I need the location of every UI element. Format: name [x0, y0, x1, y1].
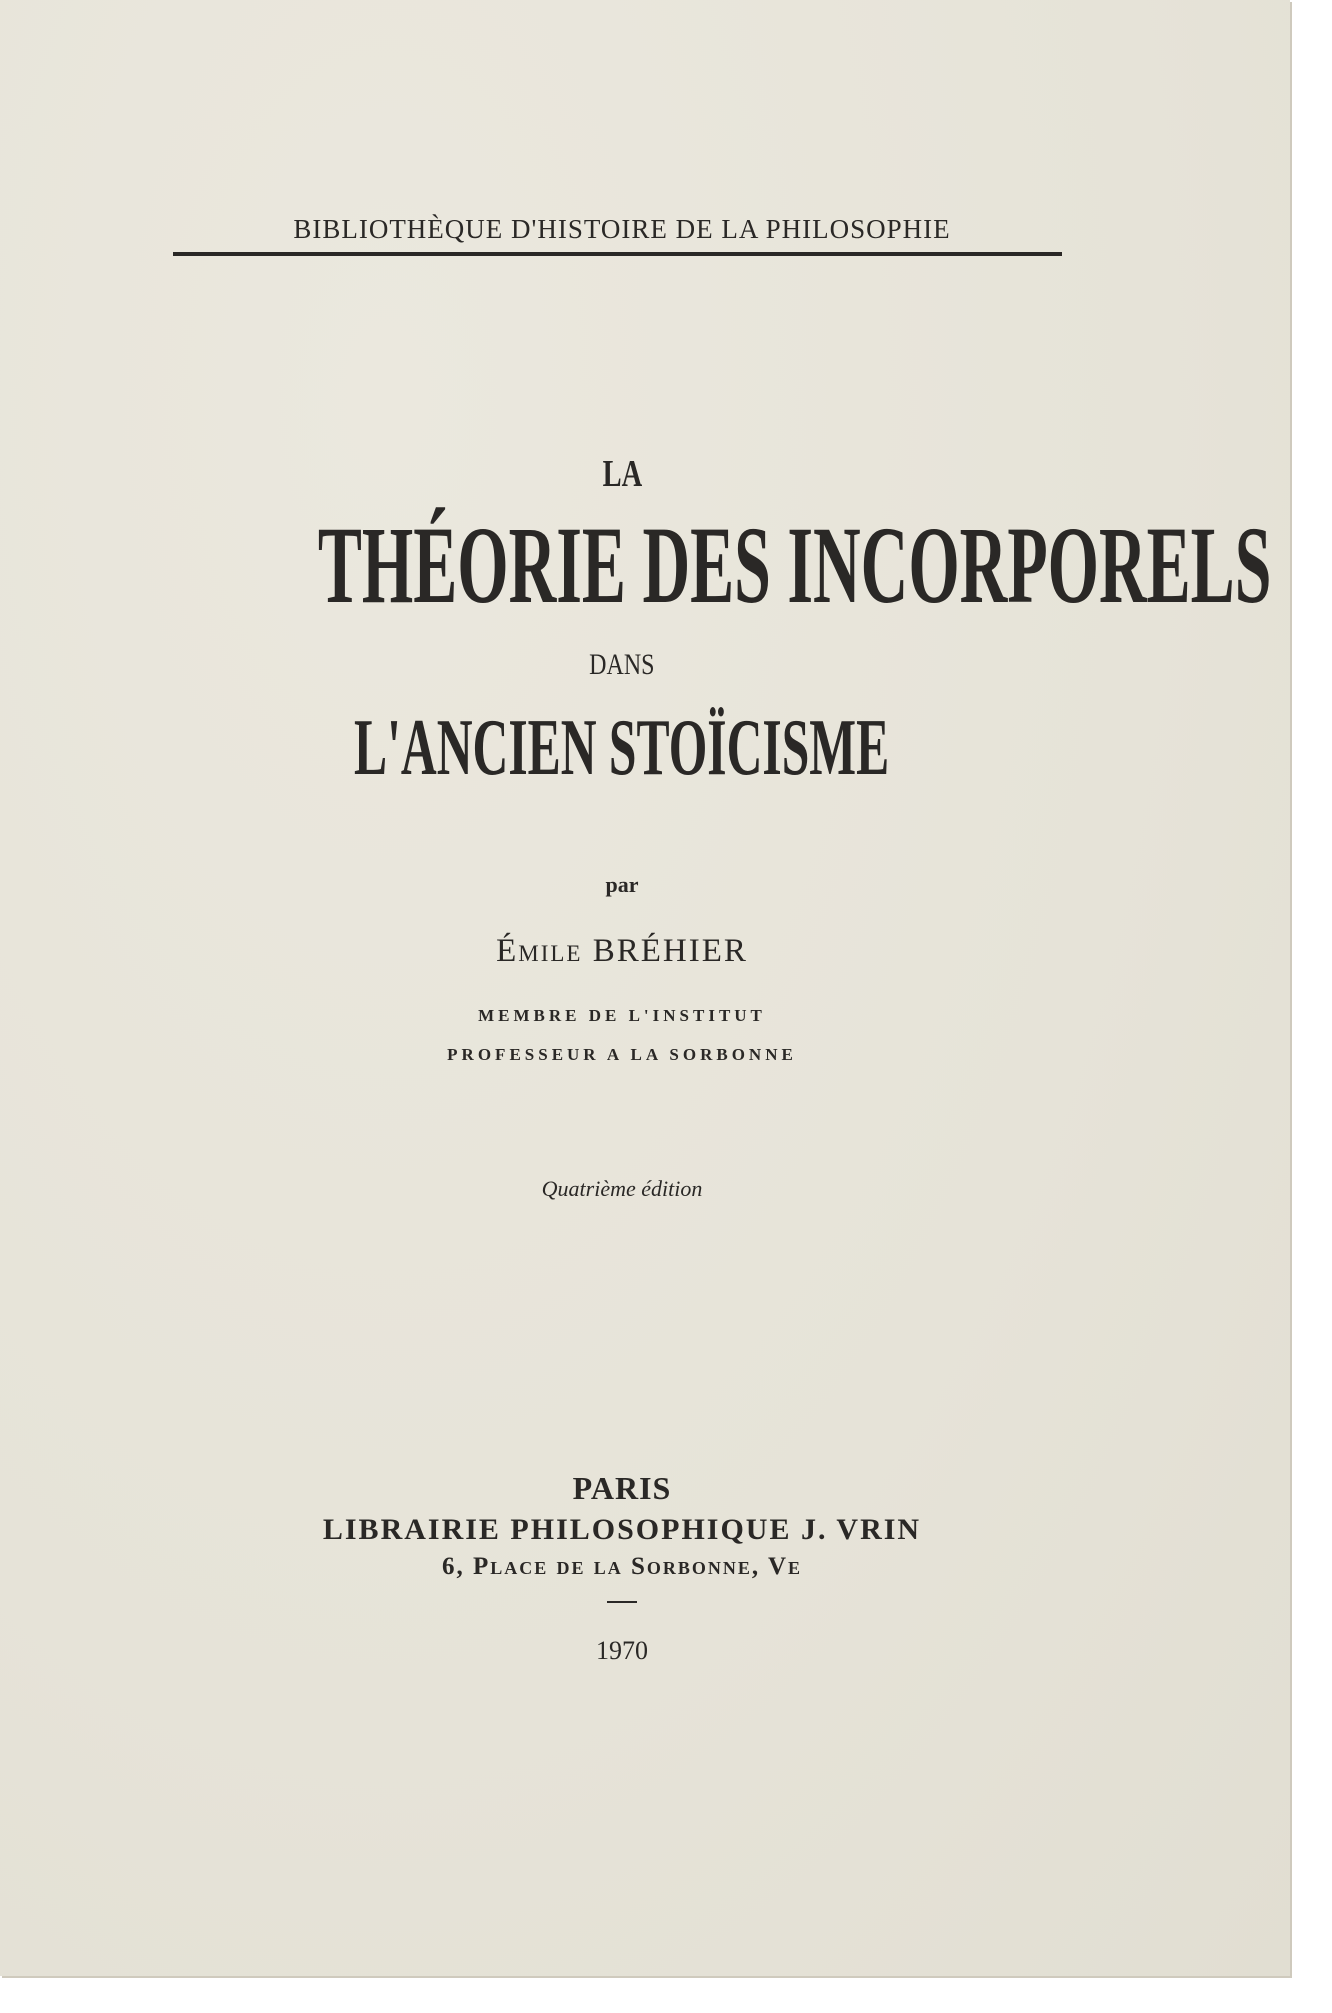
author-last-name: BRÉHIER: [592, 933, 748, 969]
subtitle: [0, 704, 1244, 792]
publisher-address: 6, Place de la Sorbonne, Ve: [441, 1553, 803, 1580]
author: [0, 933, 1244, 970]
author-affiliation-1: MEMBRE DE L'INSTITUT: [478, 1006, 766, 1025]
separator-dash: [607, 1601, 637, 1603]
title-prefix-text: LA: [602, 453, 642, 495]
title-connector: [0, 648, 1244, 682]
publication-year: 1970: [596, 1636, 648, 1665]
publisher-name: LIBRAIRIE PHILOSOPHIQUE J. VRIN: [322, 1513, 922, 1546]
title-prefix: [0, 452, 1244, 496]
author-affiliation-2: PROFESSEUR A LA SORBONNE: [447, 1045, 797, 1064]
main-title: [0, 504, 1272, 626]
publisher-city: PARIS: [572, 1470, 672, 1506]
series-title: BIBLIOTHÈQUE D'HISTOIRE DE LA PHILOSOPHIE: [293, 214, 951, 244]
by-line: par: [605, 872, 639, 897]
main-title-text: THÉORIE DES INCORPORELS: [317, 504, 1272, 626]
subtitle-text: L'ANCIEN STOÏCISME: [354, 704, 890, 792]
author-first-name: Émile: [496, 933, 583, 969]
edition: Quatrième édition: [541, 1176, 703, 1201]
title-connector-text: DANS: [589, 648, 655, 681]
series-rule: [173, 252, 1062, 256]
